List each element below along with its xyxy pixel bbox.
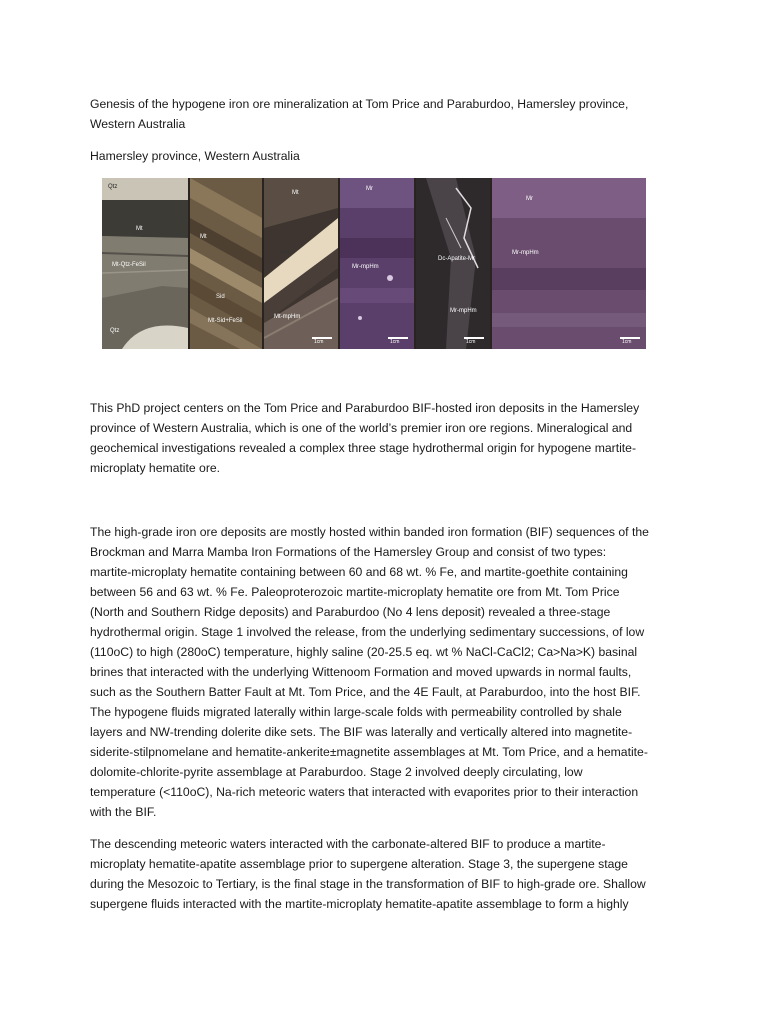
scale-bar: 1cm <box>464 337 484 345</box>
panel-label: Mr <box>366 186 373 192</box>
panel-label: Qtz <box>110 328 120 334</box>
text-line: brines that interacted with the underlying Wittenoom Formation and moved upwards in normal faults, <box>90 665 632 679</box>
figure-panel-3 <box>264 178 338 349</box>
text-line: (North and Southern Ridge deposits) and Paraburdoo (No 4 lens deposit) revealed a three-stage <box>90 605 611 619</box>
mineral-photomicrograph-figure <box>102 178 646 349</box>
panel-label: Mt <box>292 190 299 196</box>
text-line: such as the Southern Batter Fault at Mt. Tom Price, and the 4E Fault, at Paraburdoo, into the host BIF. <box>90 685 641 699</box>
text-line: (110oC) to high (280oC) temperature, highly saline (20-25.5 eq. wt % NaCl-CaCl2; Ca>Na>K) basinal <box>90 645 638 659</box>
text-line: between 56 and 63 wt. % Fe. Paleoproterozoic martite-microplaty hematite ore from Mt. Tom Price <box>90 585 620 599</box>
text-line: province of Western Australia, which is one of the world’s premier iron ore regions. Mineralogical and <box>90 421 633 435</box>
panel-label: Qtz <box>108 184 118 190</box>
panel-label: Mt-mpHm <box>274 314 301 320</box>
text-line: geochemical investigations revealed a complex three stage hydrothermal origin for hypogene martite- <box>90 441 637 455</box>
text-line: during the Mesozoic to Tertiary, is the final stage in the transformation of BIF to high-grade ore. Shallow <box>90 877 646 891</box>
text-line: temperature (<110oC), Na-rich meteoric waters that interacted with evaporites prior to their interaction <box>90 785 639 799</box>
panel-label: Mr-mpHm <box>450 308 477 314</box>
scale-bar: 1cm <box>312 337 332 345</box>
panel-label: Mr-mpHm <box>352 264 379 270</box>
text-line: This PhD project centers on the Tom Price and Paraburdoo BIF-hosted iron deposits in the Hamersley <box>90 401 640 415</box>
text-line: layers and NW-trending dolerite dike sets. The BIF was laterally and vertically altered into magnetite- <box>90 725 633 739</box>
panel-label: Mt-Sid+FeSil <box>208 318 243 324</box>
paragraph-intro <box>90 398 688 478</box>
figure-panel-1 <box>102 178 188 349</box>
paragraph-stages <box>90 834 688 914</box>
figure-panel-6 <box>492 178 646 349</box>
scale-bar: 1cm <box>620 337 640 345</box>
document-title-line-2: Western Australia <box>90 117 186 131</box>
panel-label: Ank <box>280 250 291 256</box>
text-line: The high-grade iron ore deposits are mostly hosted within banded iron formation (BIF) sequences of the <box>90 525 649 539</box>
text-line: The descending meteoric waters interacted with the carbonate-altered BIF to produce a martite- <box>90 837 606 851</box>
figure-panel-2 <box>190 178 262 349</box>
text-line: microplaty hematite ore. <box>90 461 221 475</box>
text-line: hydrothermal origin. Stage 1 involved the release, from the underlying sedimentary successions, of low <box>90 625 645 639</box>
figure-panel-5 <box>416 178 490 349</box>
document-subtitle: Hamersley province, Western Australia <box>90 149 300 163</box>
figure-panel-4 <box>340 178 414 349</box>
text-line: supergene fluids interacted with the martite-microplaty hematite-apatite assemblage to form a highly <box>90 897 629 911</box>
panel-label: Mt <box>136 226 143 232</box>
paragraph-deposits <box>90 522 688 822</box>
panel-label: Mt-Qtz-FeSil <box>112 262 146 268</box>
scale-bar: 1cm <box>388 337 408 345</box>
panel-label: Sid <box>216 294 225 300</box>
text-line: martite-microplaty hematite containing between 60 and 68 wt. % Fe, and martite-goethite containing <box>90 565 628 579</box>
text-line: with the BIF. <box>90 805 157 819</box>
text-line: The hypogene fluids migrated laterally within large-scale folds with permeability controlled by shale <box>90 705 622 719</box>
text-line: siderite-stilpnomelane and hematite-ankerite±magnetite assemblages at Mt. Tom Price, and a hematite- <box>90 745 648 759</box>
text-line: microplaty hematite-apatite assemblage prior to supergene alteration. Stage 3, the supergene stage <box>90 857 628 871</box>
panel-label: Mr <box>526 196 533 202</box>
text-line: dolomite-chlorite-pyrite assemblage at Paraburdoo. Stage 2 involved deeply circulating, low <box>90 765 583 779</box>
text-line: Brockman and Marra Mamba Iron Formations of the Hamersley Group and consist of two types: <box>90 545 607 559</box>
panel-label: Dc-Apatite-Mr <box>438 256 476 262</box>
panel-label: Mr-mpHm <box>512 250 539 256</box>
document-title-line-1: Genesis of the hypogene iron ore mineralization at Tom Price and Paraburdoo, Hamersley province, <box>90 97 629 111</box>
panel-label: Mt <box>200 234 207 240</box>
